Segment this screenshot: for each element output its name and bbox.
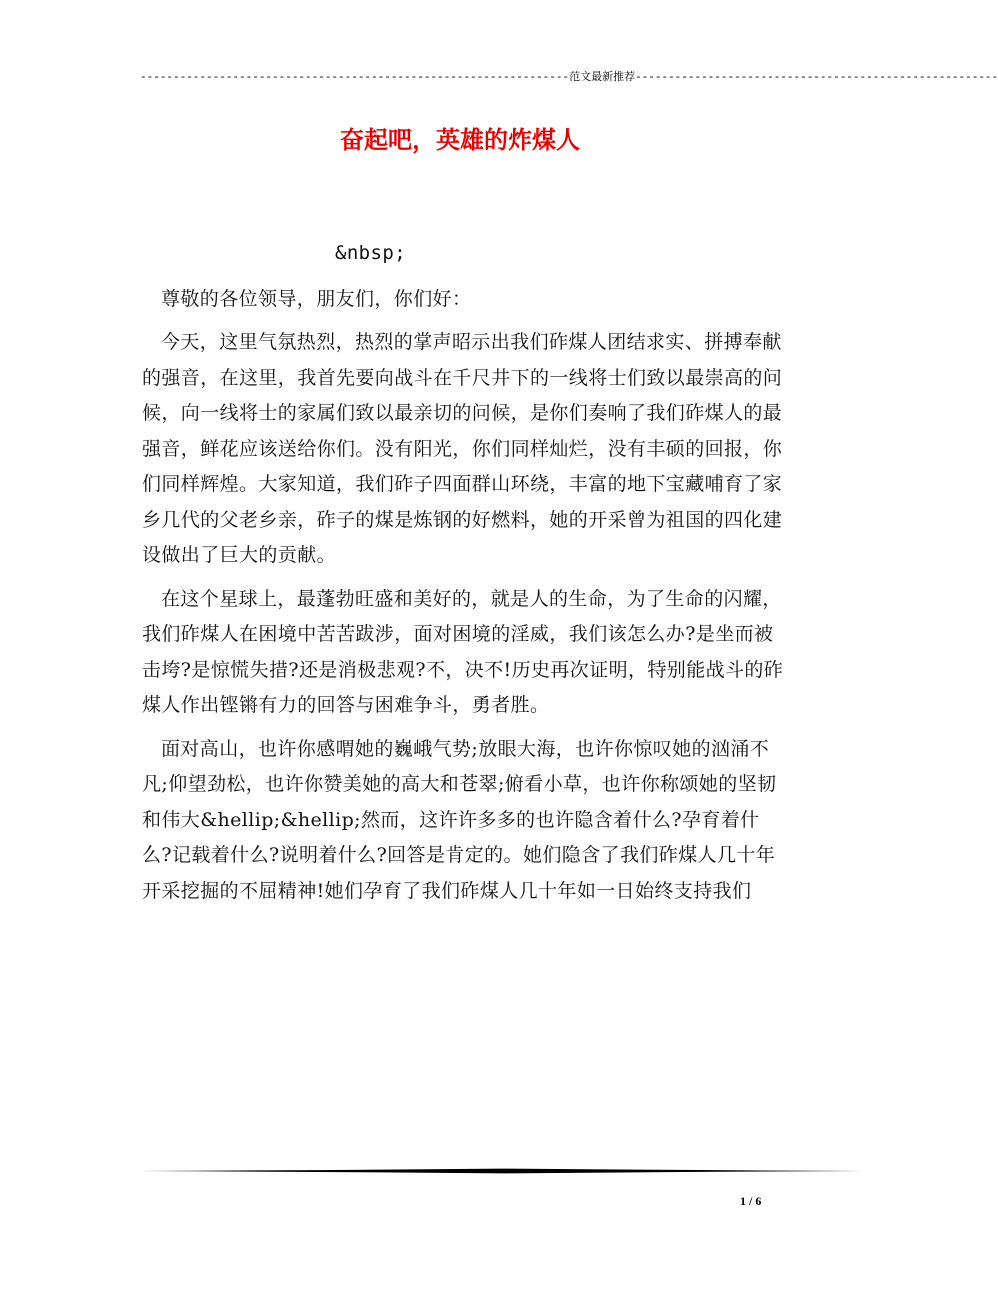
document-title: 奋起吧，英雄的炸煤人: [340, 125, 580, 154]
paragraph-greeting: 尊敬的各位领导，朋友们，你们好：: [161, 287, 472, 310]
header-banner: -----------------------------------------------------------------范文最新推荐-------------------------------------------------------: [140, 72, 998, 84]
footer-divider: [140, 1168, 864, 1174]
document-body: [142, 236, 784, 917]
paragraph-body: 面对高山，也许你感喟她的巍峨气势;放眼大海，也许你惊叹她的汹涌不凡;仰望劲松，也许你赞美她的高大和苍翠;俯看小草，也许你称颂她的坚韧和伟大&hellip;&hellip;然而，这许许多多的也许隐含着什么?孕育着什么?记载着什么?说明着什么?回答是肯定的。她们隐含了我们砟煤人几十年开采挖掘的不屈精神!她们孕育了我们砟煤人几十年如一日始终支持我们: [142, 737, 777, 902]
page-number: 1 / 6: [740, 1194, 762, 1208]
paragraph-body: 在这个星球上，最蓬勃旺盛和美好的，就是人的生命，为了生命的闪耀，我们砟煤人在困境中苦苦跋涉，面对困境的淫威，我们该怎么办?是坐而被击垮?是惊慌失措?还是消极悲观?不，决不!历史再次证明，特别能战斗的砟煤人作出铿锵有力的回答与困难争斗，勇者胜。: [142, 587, 784, 716]
paragraph-body: 今天，这里气氛热烈，热烈的掌声昭示出我们砟煤人团结求实、拼搏奉献的强音，在这里，我首先要向战斗在千尺井下的一线将士们致以最崇高的问候，向一线将士的家属们致以最亲切的问候，是你们奏响了我们砟煤人的最强音，鲜花应该送给你们。没有阳光，你们同样灿烂，没有丰硕的回报，你们同样辉煌。大家知道，我们砟子四面群山环绕，丰富的地下宝藏哺育了家乡几代的父老乡亲，砟子的煤是炼钢的好燃料，她的开采曾为祖国的四化建设做出了巨大的贡献。: [142, 331, 783, 566]
paragraph-nbsp: &nbsp;: [335, 242, 407, 264]
